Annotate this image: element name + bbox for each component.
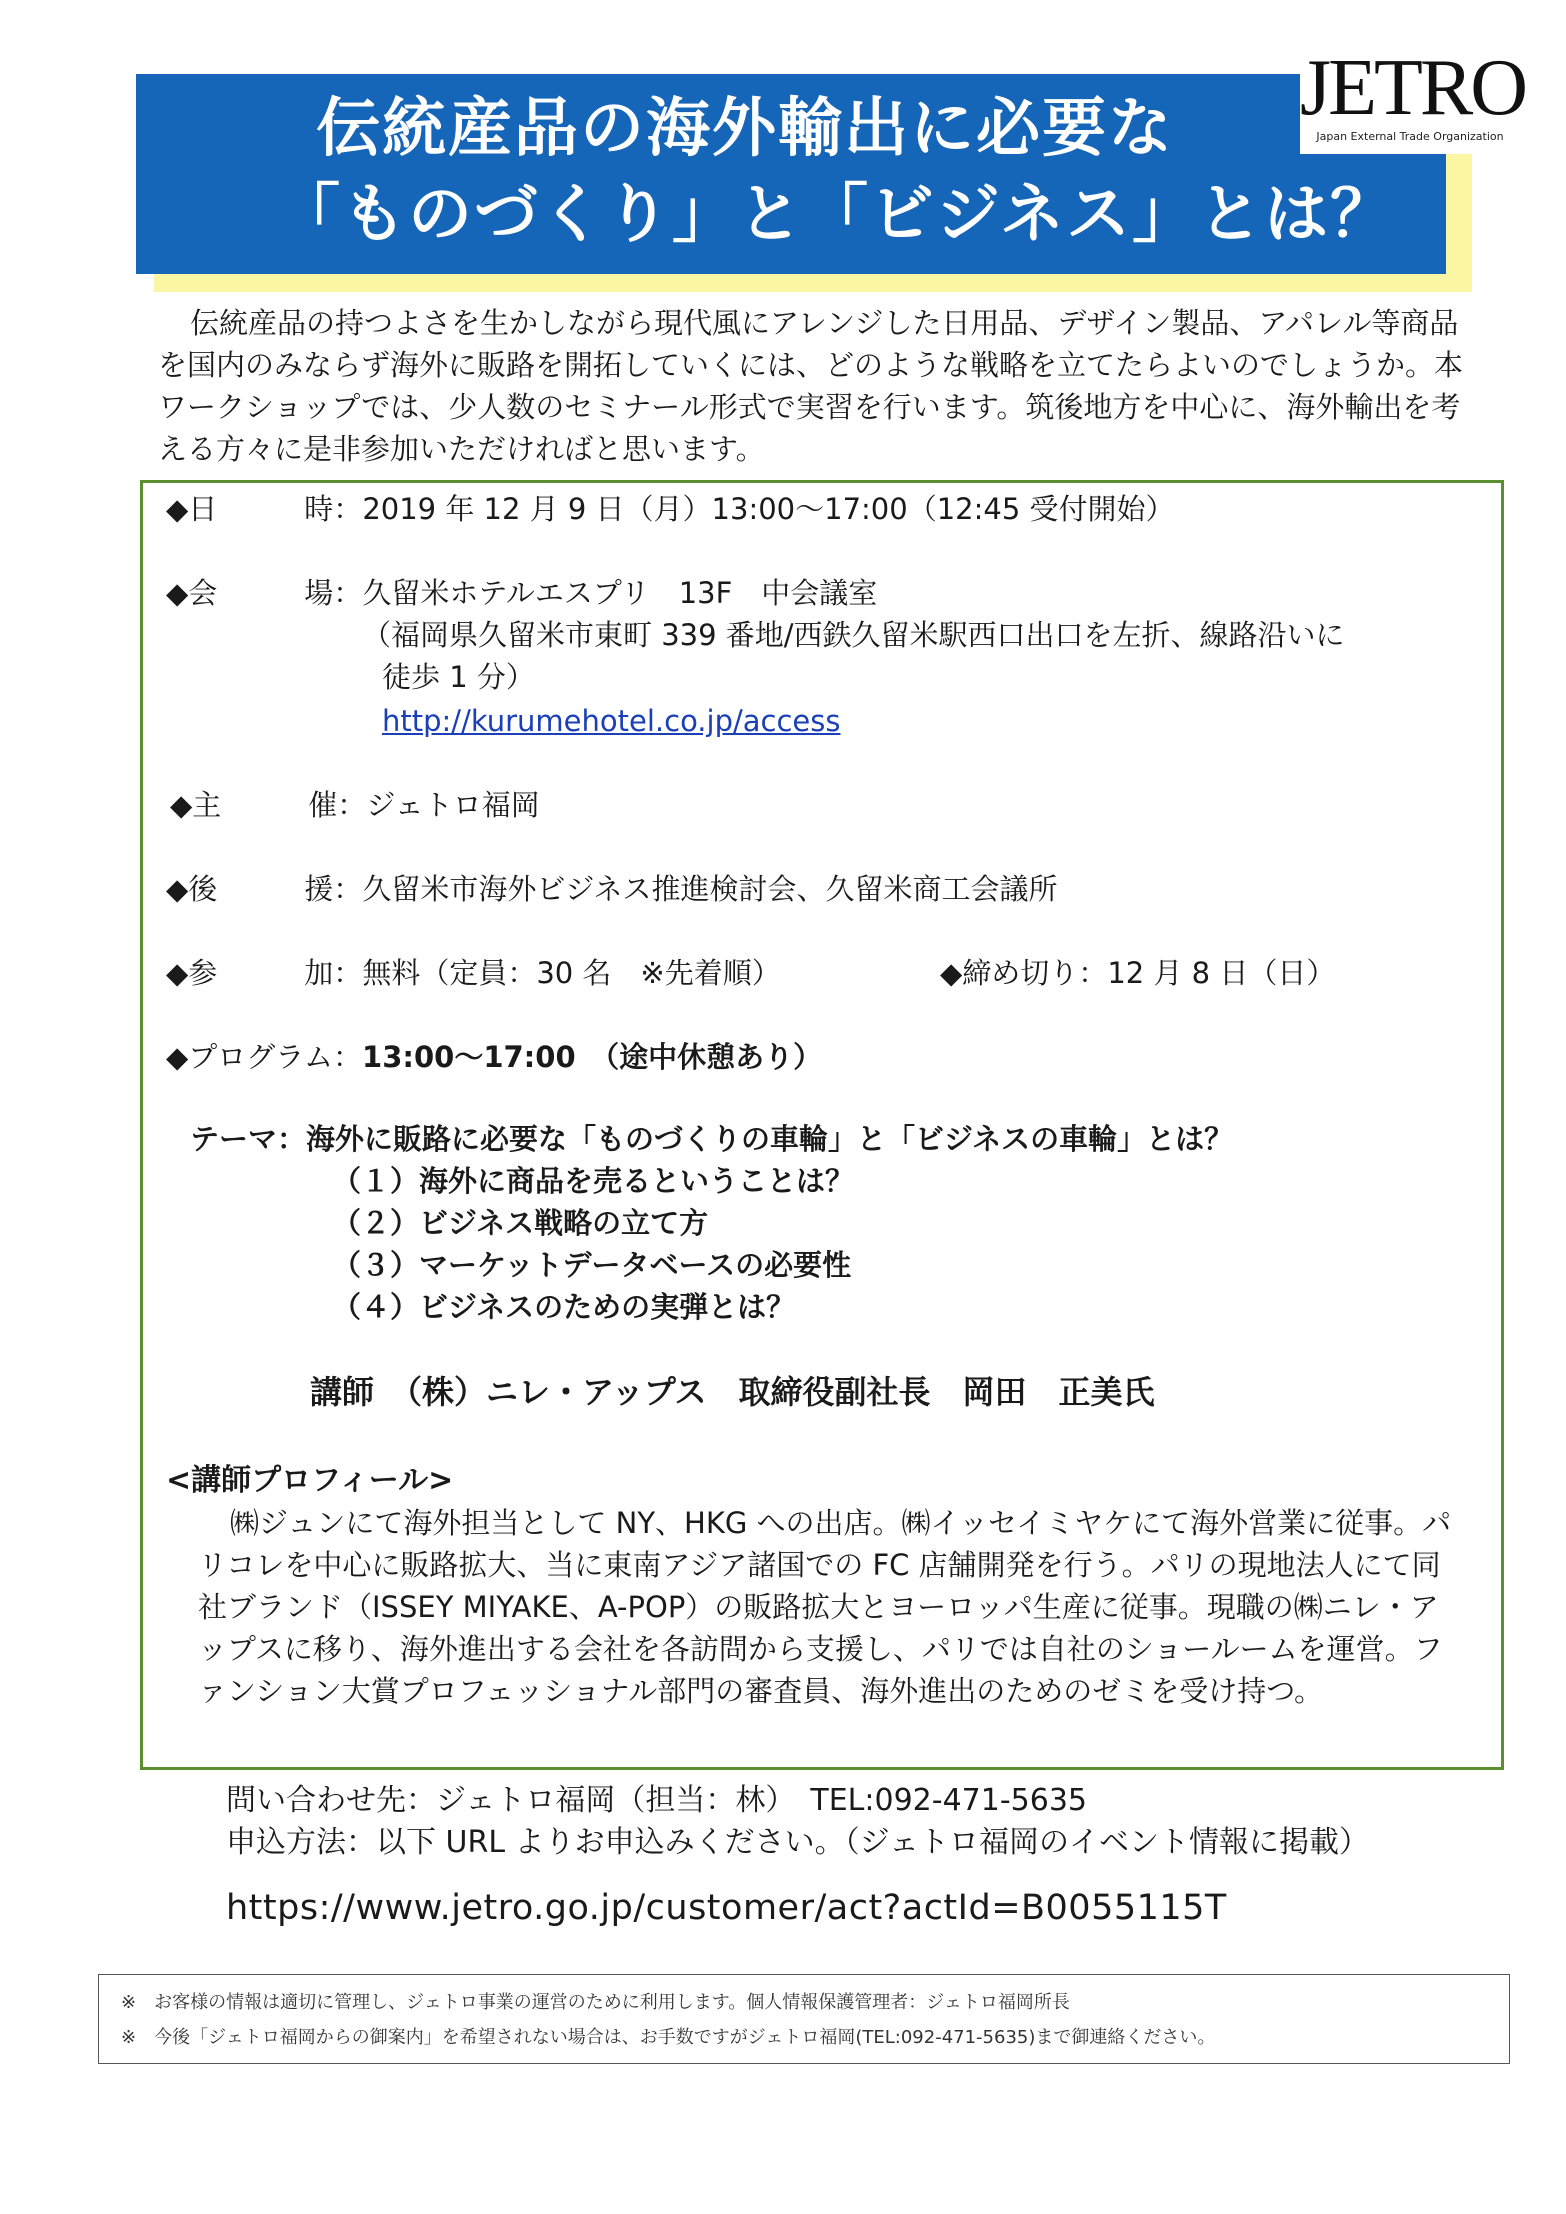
title-line-1: 伝統産品の海外輸出に必要な [316,92,1174,166]
apply-url-link[interactable]: https://www.jetro.go.jp/customer/act?actId=B0055115T [226,1888,1227,1928]
venue-value: 久留米ホテルエスプリ 13F 中会議室 [362,576,878,610]
jetro-logo [1300,42,1525,154]
date-value: 2019 年 12 月 9 日（月）13:00～17:00（12:45 受付開始） [362,492,1175,526]
support-value: 久留米市海外ビジネス推進検討会、久留米商工会議所 [362,872,1058,906]
program-row [166,1036,822,1078]
support-row [166,868,1057,910]
venue-detail-2: 徒歩 1 分） [382,660,535,694]
deadline-label: ◆締め切り： [940,956,1108,990]
participation-value: 無料（定員：30 名 ※先着順） [362,956,781,990]
date-row [166,488,1175,530]
apply-method-line: 申込方法：以下 URL よりお申込みください。（ジェトロ福岡のイベント情報に掲載） [226,1825,1369,1860]
venue-detail-1: （福岡県久留米市東町 339 番地/西鉄久留米駅西口出口を左折、線路沿いに [362,618,1345,652]
support-label: ◆後 援： [166,872,363,906]
host-row [170,784,540,826]
profile-text: ㈱ジュンにて海外担当として NY、HKG への出店。㈱イッセイミヤケにて海外営業に従事。パリコレを中心に販路拡大、当に東南アジア諸国での FC 店舗開発を行う。パリの現地法人にて同社ブランド（ISSEY MIYAKE、A-POP）の販路拡大とヨーロッパ生産に従事。現職の㈱ニレ・アップスに移り、海外進出する会社を各訪問から支援し、パリでは自社のショールームを運営。ファンション大賞プロフェッショナル部門の審査員、海外進出のためのゼミを受け持つ。 [198,1506,1452,1708]
participation-label: ◆参 加： [166,956,363,990]
host-value: ジェトロ福岡 [366,788,540,822]
title-line-2: 「ものづくり」と「ビジネス」とは？ [276,178,1397,252]
theme-item: （１）海外に商品を売るということは？ [332,1164,855,1198]
venue-label: ◆会 場： [166,576,363,610]
theme-heading: テーマ：海外に販路に必要な「ものづくりの車輪」と「ビジネスの車輪」とは？ [190,1122,1234,1156]
privacy-note: ※ お客様の情報は適切に管理し、ジェトロ事業の運営のために利用します。個人情報保護管理者：ジェトロ福岡所長 [121,1992,1070,2013]
venue-row [166,572,877,614]
program-label: ◆プログラム： [166,1040,363,1074]
theme-item: （４）ビジネスのための実弾とは？ [332,1290,796,1324]
theme-item: （２）ビジネス戦略の立て方 [332,1206,709,1240]
contact-block [226,1780,1369,1864]
deadline-row [940,952,1335,994]
intro-text: 伝統産品の持つよさを生かしながら現代風にアレンジした日用品、デザイン製品、アパレル等商品を国内のみならず海外に販路を開拓していくには、どのような戦略を立てたらよいのでしょうか。本ワークショップでは、少人数のセミナール形式で実習を行います。筑後地方を中心に、海外輸出を考える方々に是非参加いただければと思います。 [158,306,1464,466]
participation-row [166,952,781,994]
intro-paragraph [158,302,1468,470]
inquiry-line: 問い合わせ先：ジェトロ福岡（担当：林） TEL:092-471-5635 [226,1783,1088,1818]
profile-paragraph [198,1502,1460,1712]
profile-heading: <講師プロフィール> [166,1463,454,1498]
privacy-notes-box [98,1974,1510,2064]
program-time: 13:00～17:00 （途中休憩あり） [362,1040,823,1074]
title-banner [136,74,1446,274]
lecturer-line: 講師 （株）ニレ・アップス 取締役副社長 岡田 正美氏 [310,1373,1155,1411]
privacy-note: ※ 今後「ジェトロ福岡からの御案内」を希望されない場合は、お手数ですがジェトロ福岡(TEL:092-471-5635)まで御連絡ください。 [121,2027,1216,2048]
logo-subtext: Japan External Trade Organization [1316,130,1504,143]
theme-list [332,1160,854,1328]
venue-url-link[interactable]: http://kurumehotel.co.jp/access [382,704,841,738]
deadline-value: 12 月 8 日（日） [1107,956,1336,990]
logo-text: JETRO [1300,44,1525,132]
theme-item: （３）マーケットデータベースの必要性 [332,1248,852,1282]
date-label: ◆日 時： [166,492,363,526]
host-label: ◆主 催： [170,788,367,822]
